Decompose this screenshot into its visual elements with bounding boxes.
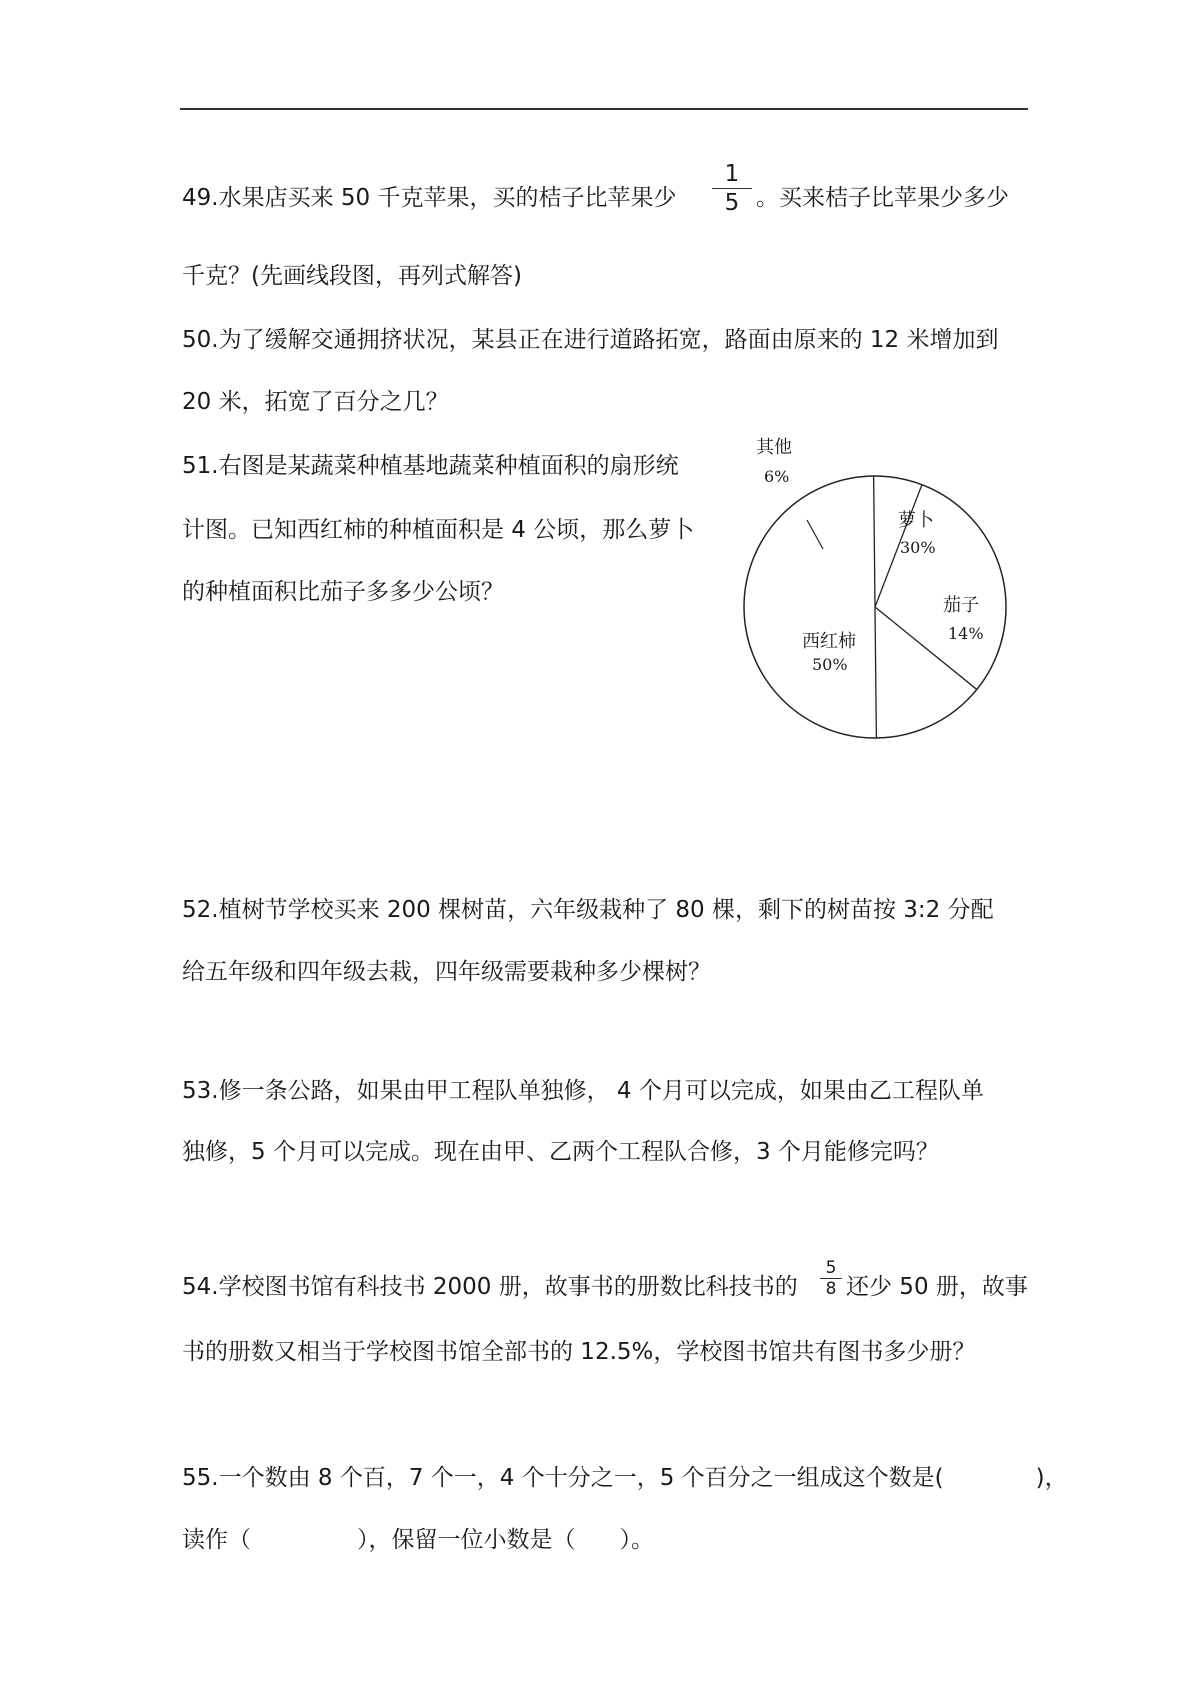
q49-line1 bbox=[182, 183, 676, 213]
q50-line1: 50.为了缓解交通拥挤状况，某县正在进行道路拓宽，路面由原来的 12 米增加到 bbox=[182, 327, 999, 353]
other-leader-line bbox=[807, 520, 823, 549]
q54-fraction bbox=[820, 1258, 842, 1299]
q49-fraction bbox=[712, 160, 752, 217]
q52-line1: 52.植树节学校买来 200 棵树苗，六年级栽种了 80 棵，剩下的树苗按 3:2 分配 bbox=[182, 897, 994, 923]
q54-text-part2: 还少 50 册，故事 bbox=[846, 1274, 1028, 1300]
pie-value-other: 6% bbox=[764, 467, 790, 486]
q53-line1: 53.修一条公路，如果由甲工程队单独修， 4 个月可以完成，如果由乙工程队单 bbox=[182, 1078, 984, 1104]
pie-label-tomato: 西红柿 bbox=[802, 631, 856, 652]
q55-line1 bbox=[182, 1463, 1068, 1493]
pie-slice-boundary-2 bbox=[875, 607, 876, 738]
q54-line1 bbox=[182, 1272, 798, 1302]
q52-line2: 给五年级和四年级去栽，四年级需要栽种多少棵树？ bbox=[182, 959, 711, 985]
q49-line2: 千克？(先画线段图，再列式解答) bbox=[182, 263, 522, 289]
q55-text-part2: )， bbox=[1035, 1465, 1068, 1491]
q53-line2: 独修，5 个月可以完成。现在由甲、乙两个工程队合修，3 个月能修完吗？ bbox=[182, 1139, 939, 1165]
pie-value-radish: 30% bbox=[900, 538, 936, 557]
q54-line1-end bbox=[846, 1272, 1028, 1302]
q49-fraction-numerator: 1 bbox=[724, 161, 740, 187]
pie-chart bbox=[730, 425, 1030, 745]
q50-line2: 20 米，拓宽了百分之几？ bbox=[182, 389, 449, 415]
q55-text-round: ），保留一位小数是（ bbox=[357, 1527, 576, 1553]
q55-line2 bbox=[182, 1525, 654, 1555]
pie-value-eggplant: 14% bbox=[948, 624, 984, 643]
header-rule bbox=[180, 108, 1028, 110]
pie-label-radish: 萝卜 bbox=[898, 510, 934, 531]
q49-text-part1: 49.水果店买来 50 千克苹果，买的桔子比苹果少 bbox=[182, 185, 677, 211]
q49-fraction-denominator: 5 bbox=[724, 190, 740, 216]
q55-text-part1: 55.一个数由 8 个百，7 个一，4 个十分之一，5 个百分之一组成这个数是( bbox=[182, 1465, 944, 1491]
q54-text-part1: 54.学校图书馆有科技书 2000 册，故事书的册数比科技书的 bbox=[182, 1274, 798, 1300]
q55-text-end: ）。 bbox=[619, 1527, 654, 1553]
pie-slice-boundary-1 bbox=[875, 607, 977, 689]
q54-line2: 书的册数又相当于学校图书馆全部书的 12.5%，学校图书馆共有图书多少册？ bbox=[182, 1339, 976, 1365]
q54-fraction-denominator: 8 bbox=[825, 1279, 837, 1299]
q51-line2: 计图。已知西红柿的种植面积是 4 公顷，那么萝卜 bbox=[182, 517, 695, 543]
pie-label-eggplant: 茄子 bbox=[943, 595, 979, 616]
q49-line1-end bbox=[756, 183, 1009, 213]
pie-slice-boundary-3 bbox=[874, 476, 875, 607]
q49-text-part2: 。买来桔子比苹果少多少 bbox=[756, 185, 1009, 211]
q54-fraction-numerator: 5 bbox=[825, 1258, 837, 1278]
q51-line1: 51.右图是某蔬菜种植基地蔬菜种植面积的扇形统 bbox=[182, 453, 679, 479]
pie-label-other: 其他 bbox=[756, 437, 792, 458]
q51-line3: 的种植面积比茄子多多少公顷？ bbox=[182, 579, 504, 605]
pie-value-tomato: 50% bbox=[812, 655, 848, 674]
q55-text-read-as: 读作（ bbox=[182, 1527, 251, 1553]
